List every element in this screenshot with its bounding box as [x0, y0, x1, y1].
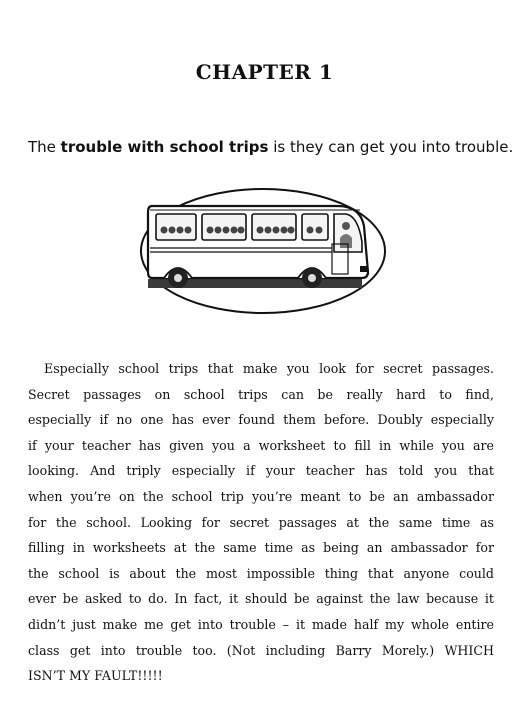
opening-sentence	[28, 138, 514, 156]
body-line: the school is about the most impossible thing that anyone could	[28, 565, 494, 581]
body-line: especially if no one has ever found them before. Doubly especially	[28, 412, 494, 428]
body-line: class get into trouble too. (Not including Barry Morely.) WHICH	[28, 642, 494, 658]
body-line: if your teacher has given you a worksheet to fill in while you are	[28, 437, 494, 453]
body-line: ISN’T MY FAULT!!!!!	[28, 668, 163, 684]
body-line: filling in worksheets at the same time as being an ambassador for	[28, 540, 494, 556]
opening-bold-phrase: trouble with school trips	[60, 138, 269, 156]
body-line: Especially school trips that make you look for secret passages.	[44, 361, 494, 376]
body-line: for the school. Looking for secret passages at the same time as	[28, 514, 494, 530]
chapter-body-text	[28, 356, 494, 689]
body-line: looking. And triply especially if your teacher has told you that	[28, 463, 494, 479]
school-bus-icon	[138, 186, 388, 316]
chapter-title: CHAPTER 1	[195, 60, 334, 84]
body-line: when you’re on the school trip you’re meant to be an ambassador	[28, 488, 494, 504]
opening-pre: The	[28, 138, 61, 156]
body-line: Secret passages on school trips can be really hard to find,	[28, 386, 494, 402]
opening-post: is they can get you into trouble.	[268, 138, 514, 156]
body-line: didn’t just make me get into trouble – it made half my whole entire	[28, 616, 494, 632]
body-line: ever be asked to do. In fact, it should be against the law because it	[28, 591, 494, 607]
